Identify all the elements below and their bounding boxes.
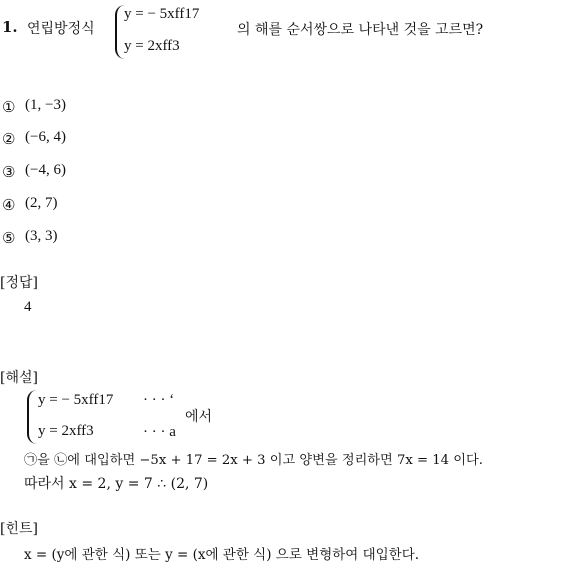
explanation-suffix: 에서 [185,409,213,425]
choice-3-text[interactable]: (−4, 6) [25,162,66,178]
question-system-eq1: y = − 5xff17 [124,6,200,22]
explanation-system-brace [27,390,37,444]
choice-1-text[interactable]: (1, −3) [25,97,66,113]
question-system-eq2: y = 2xff3 [124,38,180,54]
choice-4-number[interactable]: ④ [2,196,16,214]
explanation-label: [해설] [0,370,38,386]
explanation-line-1: ㉠을 ㉡에 대입하면 −5x + 17 = 2x + 3 이고 양변을 정리하면 7x = 14 이다. [24,453,483,468]
choice-2-number[interactable]: ② [2,130,16,148]
answer-label: [정답] [0,275,38,291]
question-prompt: 의 해를 순서쌍으로 나타낸 것을 고르면? [237,22,484,38]
explanation-line-2: 따라서 x = 2, y = 7 ∴ (2, 7) [24,476,209,492]
answer-value: 4 [24,299,32,315]
choice-2-text[interactable]: (−6, 4) [25,129,66,145]
explanation-marker-2: · · · a [143,424,176,440]
choice-5-number[interactable]: ⑤ [2,229,16,247]
hint-text: x = (y에 관한 식) 또는 y = (x에 관한 식) 으로 변형하여 대입한다. [24,547,420,563]
question-number: 1. [2,18,18,36]
explanation-marker-1: · · · ‘ [143,392,175,408]
hint-label: [힌트] [0,521,38,537]
choice-1-number[interactable]: ① [2,98,16,116]
question-intro: 연립방정식 [27,21,95,37]
explanation-system-eq2: y = 2xff3 [38,423,94,439]
choice-5-text[interactable]: (3, 3) [25,228,58,244]
choice-3-number[interactable]: ③ [2,163,16,181]
choice-4-text[interactable]: (2, 7) [25,195,58,211]
explanation-system-eq1: y = − 5xff17 [38,392,114,408]
